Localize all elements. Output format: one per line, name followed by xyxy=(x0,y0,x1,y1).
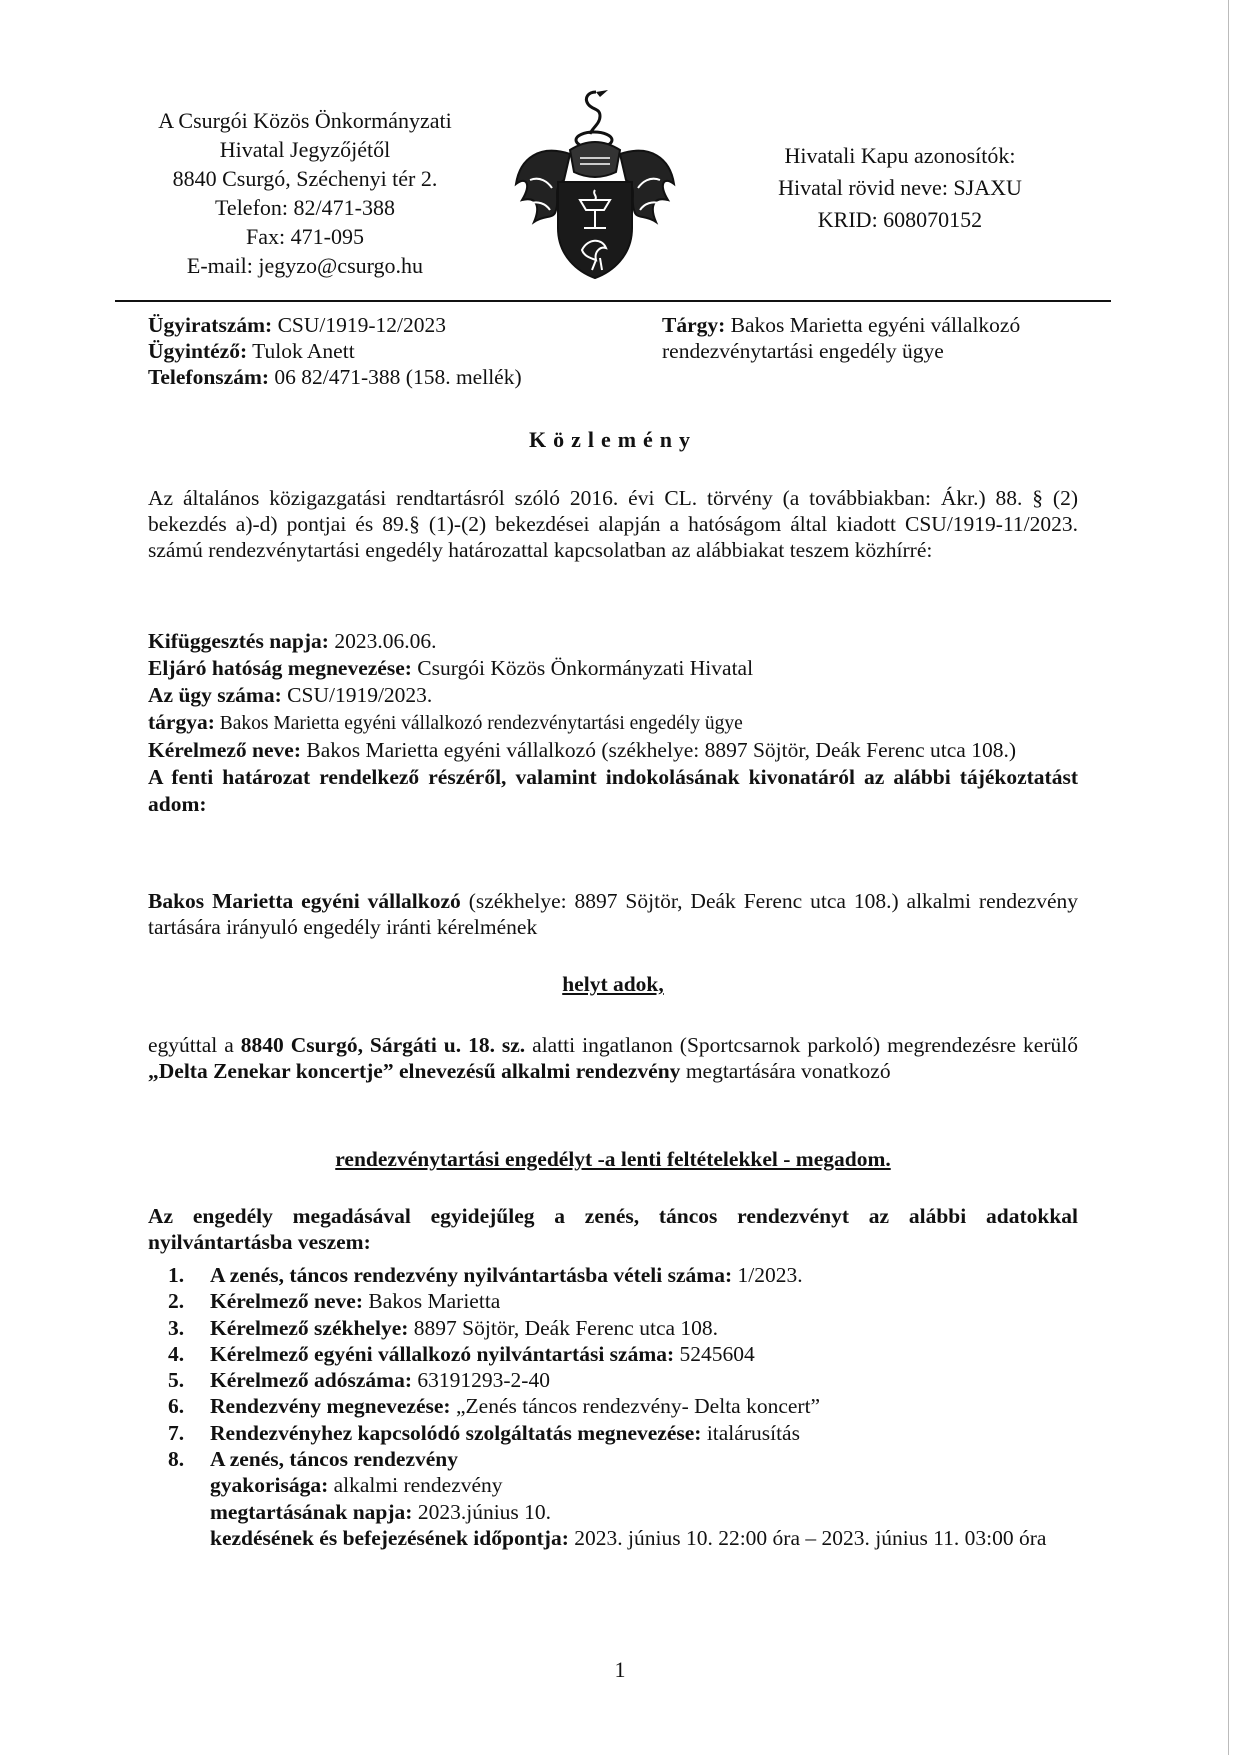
page-number: 1 xyxy=(614,1657,626,1682)
issuer-email: E-mail: jegyzo@csurgo.hu xyxy=(186,253,424,278)
decision-paragraph: Bakos Marietta egyéni vállalkozó (székhelye: 8897 Söjtör, Deák Ferenc utca 108.) alkalmi rendezvény tartására irányuló engedély iránti kérelmének xyxy=(148,889,1079,939)
posted-date-row: Kifüggesztés napja: 2023.06.06. xyxy=(148,629,437,653)
issuer-address: 8840 Csurgó, Széchenyi tér 2. xyxy=(172,166,438,191)
issuer-block xyxy=(110,106,500,280)
event-frequency: gyakorisága: alkalmi rendezvény xyxy=(210,1473,503,1498)
permit-heading: rendezvénytartási engedélyt -a lenti feltételekkel - megadom. xyxy=(335,1147,891,1171)
info-heading: A fenti határozat rendelkező részéről, valamint indokolásának kivonatáról az alábbi tájékoztatást adom: xyxy=(148,765,1078,816)
granted-heading: helyt adok, xyxy=(562,972,664,996)
list-item: 5. Kérelmező adószáma: 63191293-2-40 xyxy=(168,1368,550,1393)
list-item: 2. Kérelmező neve: Bakos Marietta xyxy=(168,1289,501,1314)
case-no-row: Az ügy száma: CSU/1919/2023. xyxy=(148,683,433,707)
list-item: 6. Rendezvény megnevezése: „Zenés táncos rendezvény- Delta koncert” xyxy=(168,1394,821,1419)
subject-row: tárgya: Bakos Marietta egyéni vállalkozó rendezvénytartási engedély ügye xyxy=(148,710,743,734)
list-item: 8. A zenés, táncos rendezvény xyxy=(168,1447,459,1472)
case-phone-row: Telefonszám: 06 82/471-388 (158. mellék) xyxy=(148,365,522,389)
issuer-fax: Fax: 471-095 xyxy=(246,224,364,249)
issuer-phone: Telefon: 82/471-388 xyxy=(215,195,395,220)
authority-row: Eljáró hatóság megnevezése: Csurgói Közös Önkormányzati Hivatal xyxy=(148,656,754,680)
subject-meta: Tárgy: Bakos Marietta egyéni vállalkozó rendezvénytartási engedély ügye xyxy=(662,313,1021,363)
scan-edge xyxy=(1228,0,1229,1755)
electronic-ids-block xyxy=(740,140,1060,236)
coat-of-arms-icon xyxy=(500,88,690,280)
case-number-row: Ügyiratszám: CSU/1919-12/2023 xyxy=(148,313,446,337)
list-item: 3. Kérelmező székhelye: 8897 Söjtör, Deák Ferenc utca 108. xyxy=(168,1315,719,1340)
event-date: megtartásának napja: 2023.június 10. xyxy=(210,1499,552,1524)
registry-intro: Az engedély megadásával egyidejűleg a zenés, táncos rendezvényt az alábbi adatokkal nyilvántartásba veszem: xyxy=(148,1204,1078,1254)
case-officer-row: Ügyintéző: Tulok Anett xyxy=(148,339,355,363)
applicant-row: Kérelmező neve: Bakos Marietta egyéni vállalkozó (székhelye: 8897 Söjtör, Deák Ferenc utca 108.) xyxy=(148,738,1016,762)
issuer-line: Hivatal Jegyzőjétől xyxy=(219,137,391,162)
notice-facts xyxy=(148,628,1078,818)
issuer-line: A Csurgói Közös Önkormányzati xyxy=(158,108,452,133)
header-divider xyxy=(115,300,1111,302)
list-item: 7. Rendezvényhez kapcsolódó szolgáltatás megnevezése: italárusítás xyxy=(168,1420,800,1445)
list-item: 4. Kérelmező egyéni vállalkozó nyilvántartási száma: 5245604 xyxy=(168,1341,755,1366)
eids-krid: KRID: 608070152 xyxy=(817,207,983,232)
intro-paragraph: Az általános közigazgatási rendtartásról szóló 2016. évi CL. törvény (a továbbiakban: Ákr.) 88. § (2) bekezdés a)-d) pontjai és 89.§ (1)-(2) bekezdései alapján a hatóságom által kiadott CSU/1919-11/2023. számú rendezvénytartási engedély határozattal kapcsolatban az alábbiakat teszem közhírré: xyxy=(148,486,1078,562)
registry-list xyxy=(168,1262,1088,1551)
document-title: Közlemény xyxy=(528,427,698,452)
venue-paragraph: egyúttal a 8840 Csurgó, Sárgáti u. 18. sz. alatti ingatlanon (Sportcsarnok parkoló) megrendezésre kerülő „Delta Zenekar koncertje” elnevezésű alkalmi rendezvény megtartására vonatkozó xyxy=(148,1033,1078,1083)
eids-heading: Hivatali Kapu azonosítók: xyxy=(784,143,1016,168)
eids-short-name: Hivatal rövid neve: SJAXU xyxy=(778,175,1022,200)
case-meta xyxy=(148,312,648,390)
event-time: kezdésének és befejezésének időpontja: 2023. június 10. 22:00 óra – 2023. június 11. 03:00 óra xyxy=(210,1525,1047,1550)
list-item: 1. A zenés, táncos rendezvény nyilvántartásba vételi száma: 1/2023. xyxy=(168,1263,803,1287)
